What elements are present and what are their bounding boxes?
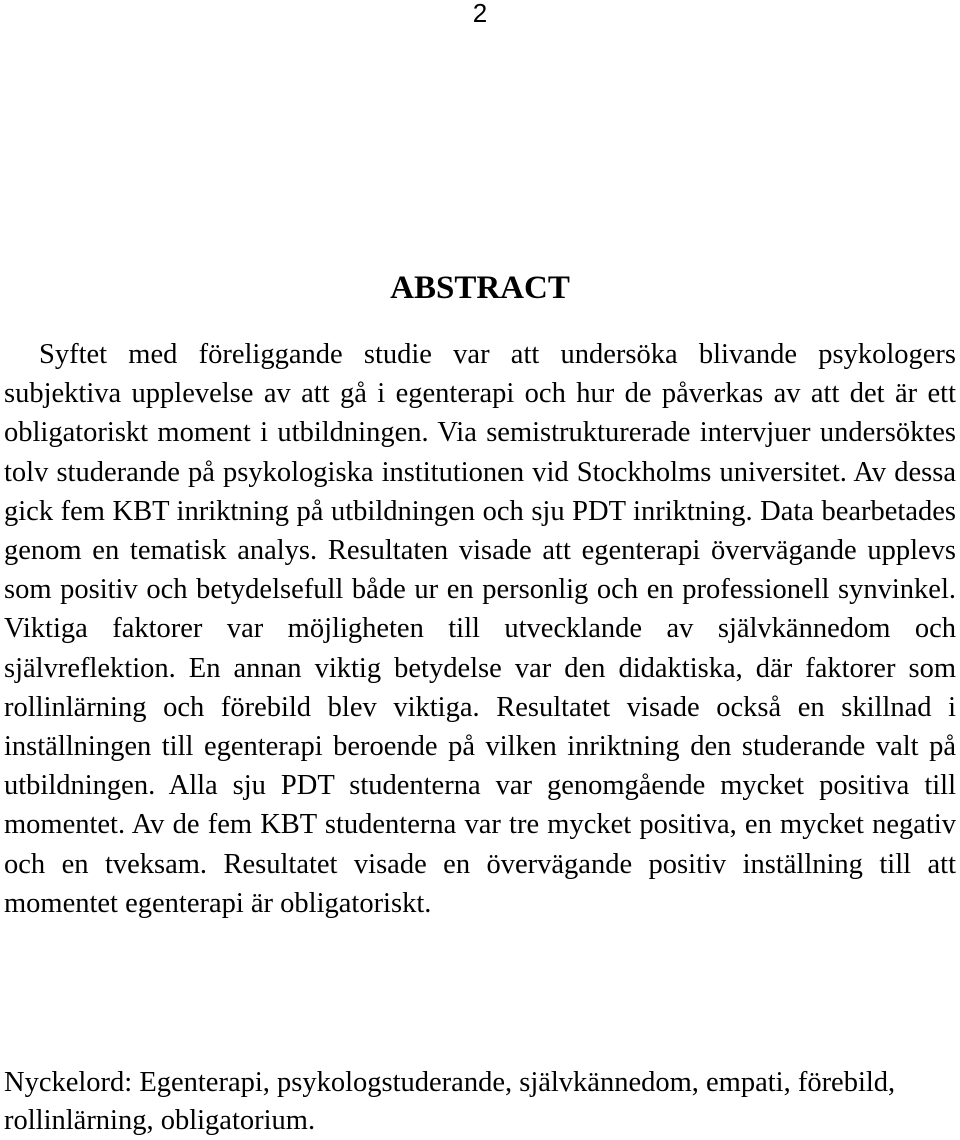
page-number: 2 bbox=[472, 0, 488, 28]
abstract-heading: ABSTRACT bbox=[390, 270, 570, 306]
keywords-paragraph: Nyckelord: Egenterapi, psykologstuderande, självkännedom, empati, förebild, rollinlärning, obligatorium. bbox=[4, 1067, 896, 1136]
abstract-paragraph: Syftet med föreliggande studie var att undersöka blivande psykologers subjektiva upplevelse av att gå i egenterapi och hur de påverkas av att det är ett obligatoriskt moment i utbildningen. Via semistrukturerade intervjuer undersöktes tolv studerande på psykologiska institutionen vid Stockholms universitet. Av dessa gick fem KBT inriktning på utbildningen och sju PDT inriktning. Data bearbetades genom en tematisk analys. Resultaten visade att egenterapi övervägande upplevs som positiv och betydelsefull både ur en personlig och en professionell synvinkel. Viktiga faktorer var möjligheten till utvecklande av självkännedom och självreflektion. En annan viktig betydelse var den didaktiska, där faktorer som rollinlärning och förebild blev viktiga. Resultatet visade också en skillnad i inställningen till egenterapi beroende på vilken inriktning den studerande valt på utbildningen. Alla sju PDT studenterna var genomgående mycket positiva till momentet. Av de fem KBT studenterna var tre mycket positiva, en mycket negativ och en tveksam. Resultatet visade en övervägande positiv inställning till att momentet egenterapi är obligatoriskt. bbox=[4, 339, 956, 919]
